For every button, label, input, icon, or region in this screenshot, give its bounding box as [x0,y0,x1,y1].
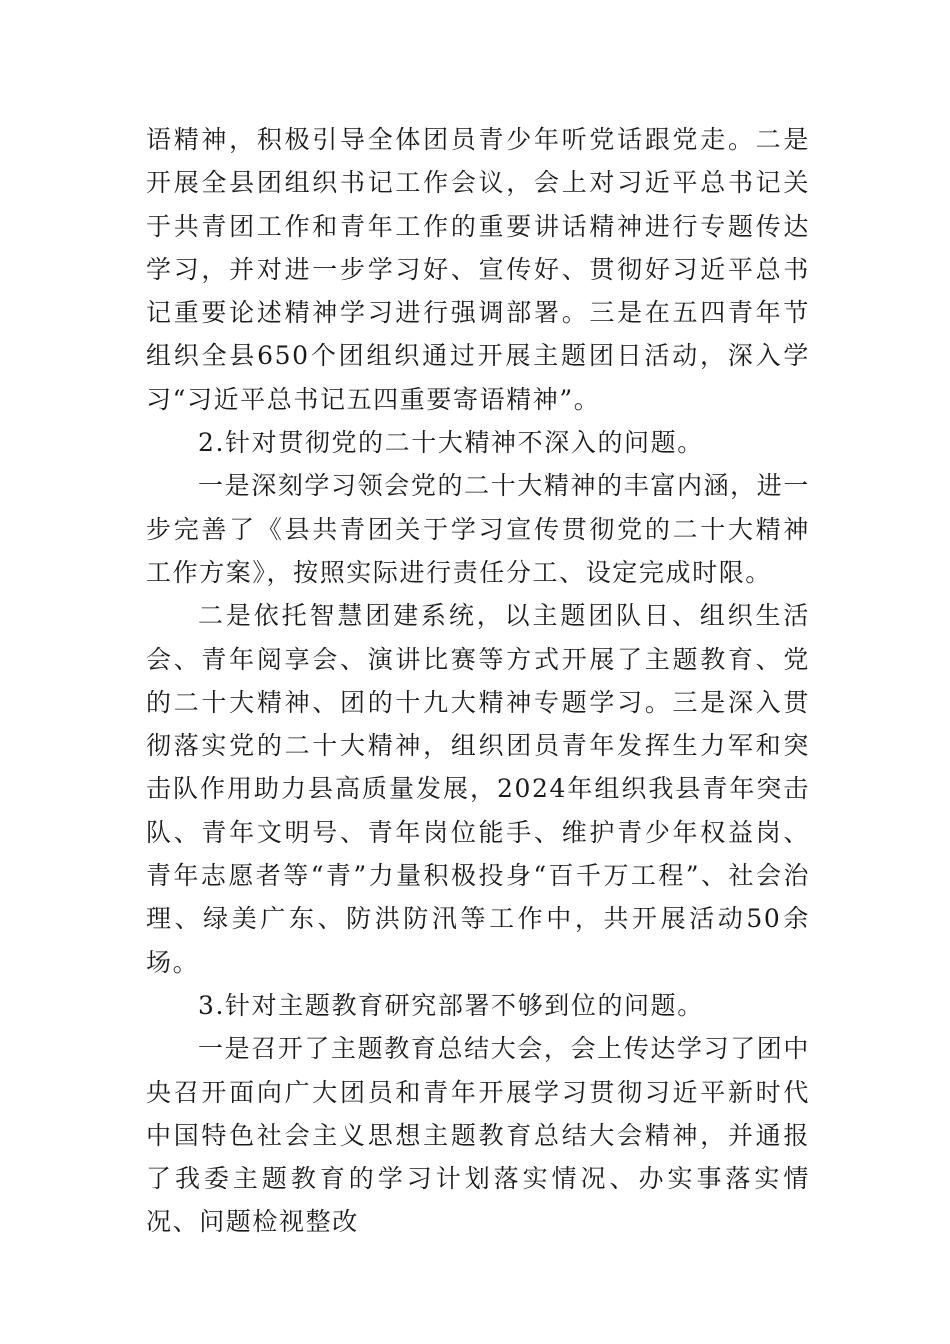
paragraph: 一是深刻学习领会党的二十大精神的丰富内涵，进一步完善了《县共青团关于学习宣传贯彻党的二十大精神工作方案》，按照实际进行责任分工、设定完成时限。 [146,471,810,587]
paragraph: 一是召开了主题教育总结大会，会上传达学习了团中央召开面向广大团员和青年开展学习贯彻习近平新时代中国特色社会主义思想主题教育总结大会精神，并通报了我委主题教育的学习计划落实情况、办实事落实情况、问题检视整改 [146,1034,810,1237]
paragraph: 二是依托智慧团建系统，以主题团队日、组织生活会、青年阅享会、演讲比赛等方式开展了主题教育、党的二十大精神、团的十九大精神专题学习。三是深入贯彻落实党的二十大精神，组织团员青年发挥生力军和突击队作用助力县高质量发展，2024年组织我县青年突击队、青年文明号、青年岗位能手、维护青少年权益岗、青年志愿者等“青”力量积极投身“百千万工程”、社会治理、绿美广东、防洪防汛等工作中，共开展活动50余场。 [146,601,810,977]
section-heading-2: 2.针对贯彻党的二十大精神不深入的问题。 [198,428,704,458]
document-page [146,118,810,1244]
section-heading-3: 3.针对主题教育研究部署不够到位的问题。 [198,990,704,1020]
paragraph-continuation: 语精神，积极引导全体团员青少年听党话跟党走。二是开展全县团组织书记工作会议，会上对习近平总书记关于共青团工作和青年工作的重要讲话精神进行专题传达学习，并对进一步学习好、宣传好、贯彻好习近平总书记重要论述精神学习进行强调部署。三是在五四青年节组织全县650个团组织通过开展主题团日活动，深入学习“习近平总书记五四重要寄语精神”。 [146,125,810,414]
